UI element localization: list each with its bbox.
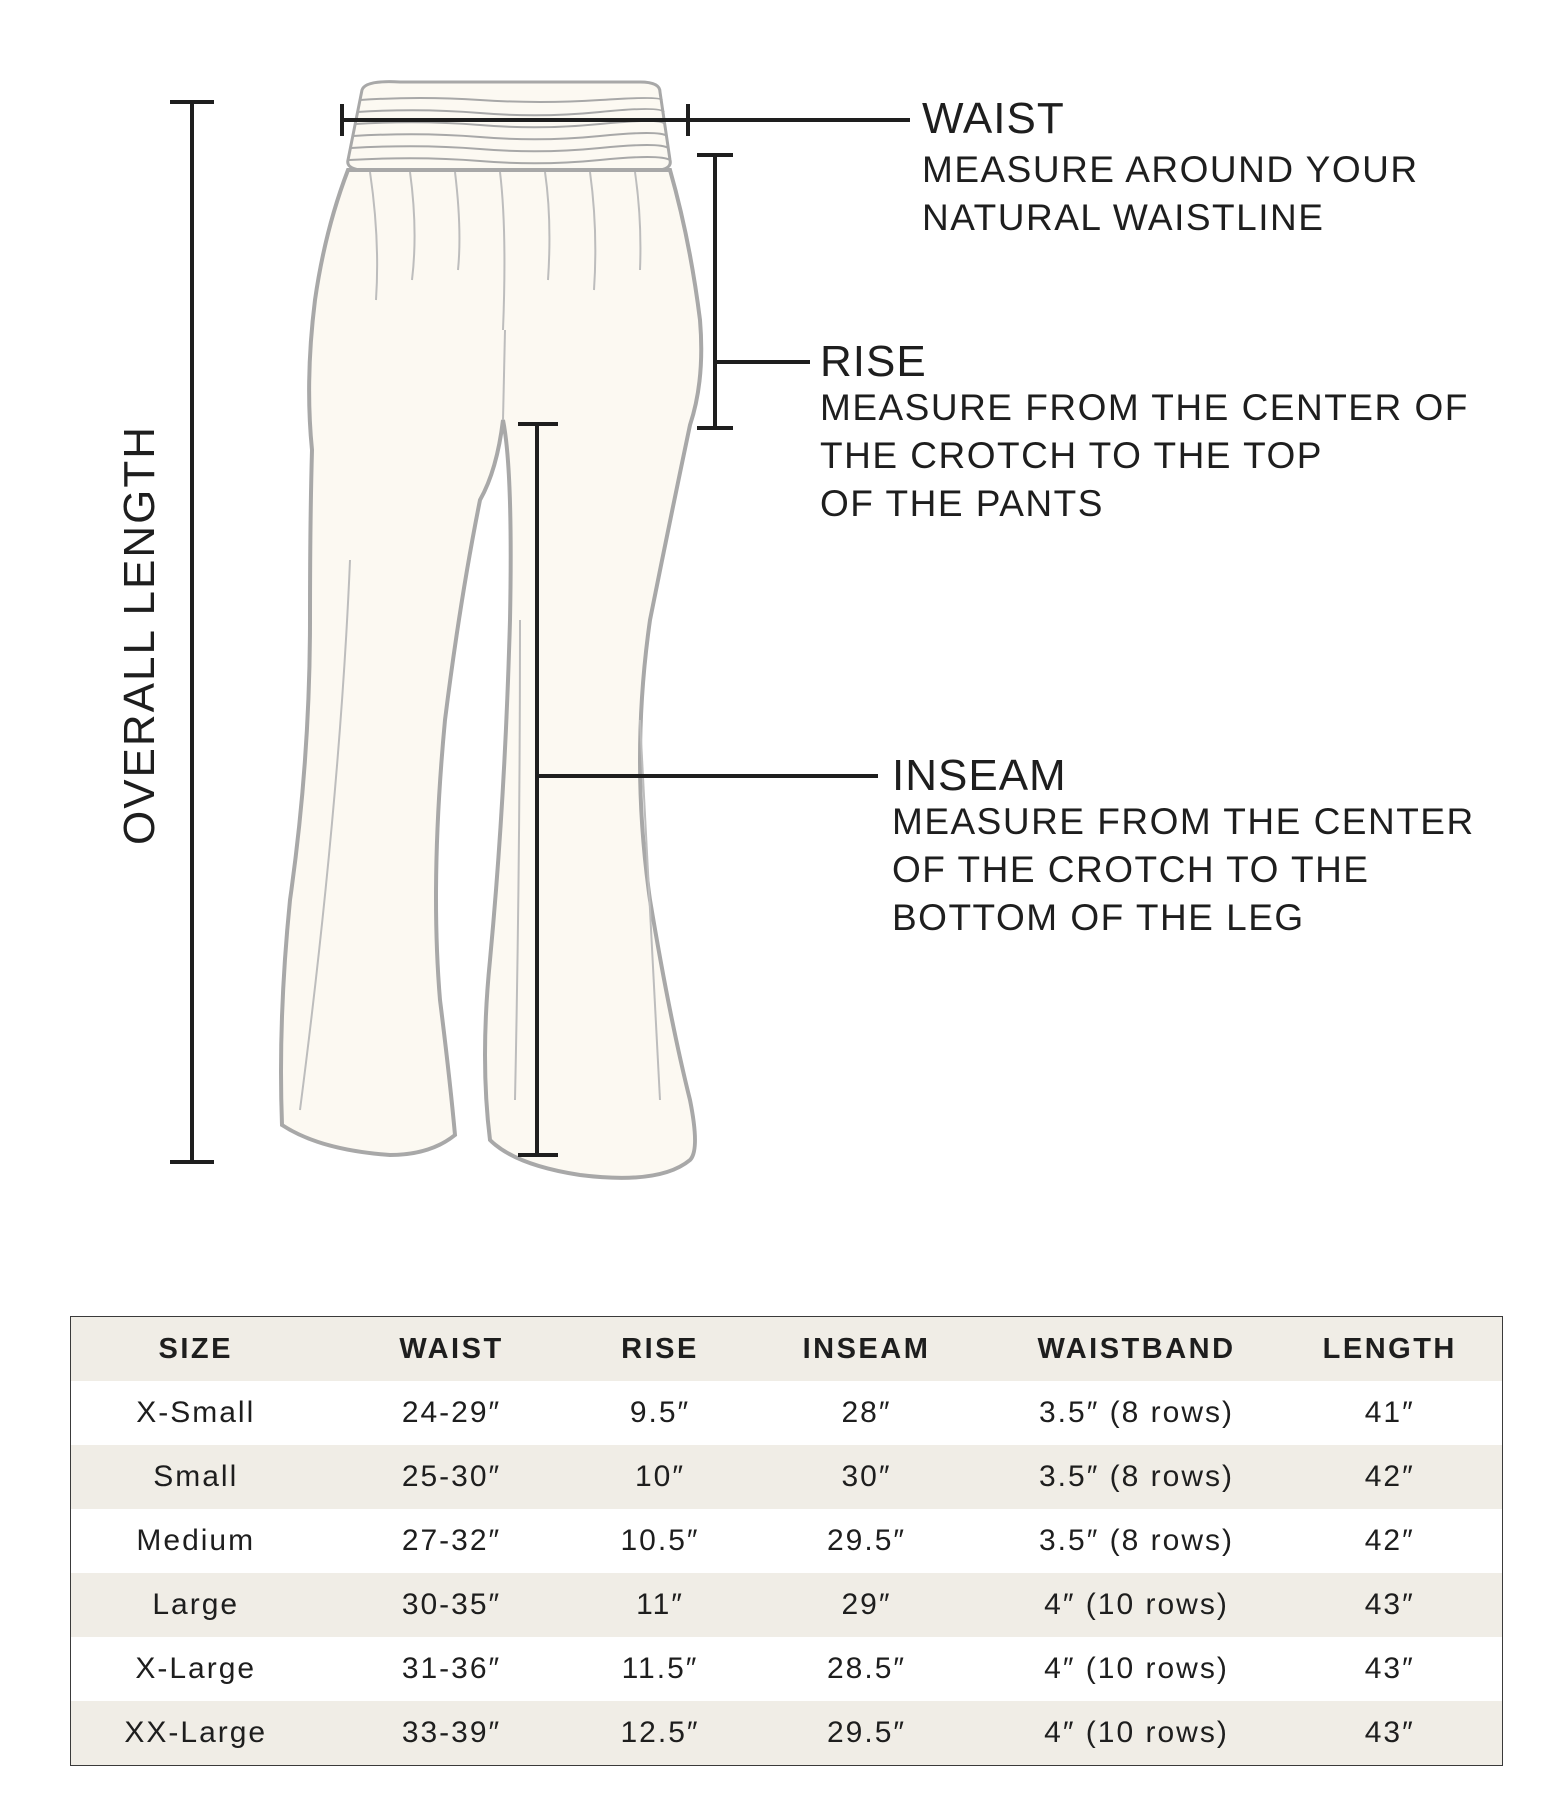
cell-waist: 30-35″ bbox=[321, 1573, 583, 1637]
cell-size: Medium bbox=[71, 1509, 321, 1573]
table-row bbox=[71, 1573, 1503, 1637]
table-row bbox=[71, 1381, 1503, 1445]
cell-inseam: 29.5″ bbox=[738, 1701, 996, 1766]
cell-waist: 27-32″ bbox=[321, 1509, 583, 1573]
cell-rise: 10.5″ bbox=[583, 1509, 738, 1573]
table-row bbox=[71, 1701, 1503, 1766]
header-inseam: INSEAM bbox=[738, 1317, 996, 1382]
cell-rise: 11″ bbox=[583, 1573, 738, 1637]
table-row bbox=[71, 1509, 1503, 1573]
cell-length: 41″ bbox=[1278, 1381, 1503, 1445]
inseam-title: INSEAM bbox=[892, 751, 1067, 800]
size-chart-table bbox=[70, 1316, 1503, 1766]
pants-illustration bbox=[281, 82, 701, 1178]
cell-length: 42″ bbox=[1278, 1445, 1503, 1509]
table-row bbox=[71, 1637, 1503, 1701]
cell-length: 43″ bbox=[1278, 1573, 1503, 1637]
cell-waistband: 4″ (10 rows) bbox=[996, 1573, 1278, 1637]
cell-size: Small bbox=[71, 1445, 321, 1509]
cell-length: 43″ bbox=[1278, 1701, 1503, 1766]
cell-waist: 24-29″ bbox=[321, 1381, 583, 1445]
cell-waistband: 3.5″ (8 rows) bbox=[996, 1445, 1278, 1509]
cell-waistband: 3.5″ (8 rows) bbox=[996, 1509, 1278, 1573]
header-waistband: WAISTBAND bbox=[996, 1317, 1278, 1382]
cell-rise: 9.5″ bbox=[583, 1381, 738, 1445]
table-header-row bbox=[71, 1317, 1503, 1382]
waist-desc-line-1: MEASURE AROUND YOUR bbox=[922, 149, 1419, 190]
cell-rise: 10″ bbox=[583, 1445, 738, 1509]
cell-size: XX-Large bbox=[71, 1701, 321, 1766]
rise-desc-line-1: MEASURE FROM THE CENTER OF bbox=[820, 387, 1469, 428]
rise-title: RISE bbox=[820, 337, 927, 386]
cell-waist: 31-36″ bbox=[321, 1637, 583, 1701]
cell-inseam: 29″ bbox=[738, 1573, 996, 1637]
cell-waistband: 4″ (10 rows) bbox=[996, 1637, 1278, 1701]
overall-length-text: OVERALL LENGTH bbox=[115, 424, 164, 846]
rise-desc-line-2: THE CROTCH TO THE TOP bbox=[820, 435, 1323, 476]
header-rise: RISE bbox=[583, 1317, 738, 1382]
rise-desc-line-3: OF THE PANTS bbox=[820, 483, 1104, 524]
header-length: LENGTH bbox=[1278, 1317, 1503, 1382]
cell-length: 43″ bbox=[1278, 1637, 1503, 1701]
cell-size: X-Large bbox=[71, 1637, 321, 1701]
inseam-desc-line-1: MEASURE FROM THE CENTER bbox=[892, 801, 1475, 842]
cell-waistband: 3.5″ (8 rows) bbox=[996, 1381, 1278, 1445]
waist-desc-line-2: NATURAL WAISTLINE bbox=[922, 197, 1325, 238]
cell-length: 42″ bbox=[1278, 1509, 1503, 1573]
cell-rise: 12.5″ bbox=[583, 1701, 738, 1766]
cell-inseam: 29.5″ bbox=[738, 1509, 996, 1573]
inseam-desc-line-2: OF THE CROTCH TO THE bbox=[892, 849, 1370, 890]
table-row bbox=[71, 1445, 1503, 1509]
header-waist: WAIST bbox=[321, 1317, 583, 1382]
cell-size: X-Small bbox=[71, 1381, 321, 1445]
cell-size: Large bbox=[71, 1573, 321, 1637]
cell-inseam: 30″ bbox=[738, 1445, 996, 1509]
waist-title: WAIST bbox=[922, 94, 1065, 143]
cell-waistband: 4″ (10 rows) bbox=[996, 1701, 1278, 1766]
cell-waist: 25-30″ bbox=[321, 1445, 583, 1509]
cell-waist: 33-39″ bbox=[321, 1701, 583, 1766]
inseam-desc-line-3: BOTTOM OF THE LEG bbox=[892, 897, 1305, 938]
cell-rise: 11.5″ bbox=[583, 1637, 738, 1701]
cell-inseam: 28.5″ bbox=[738, 1637, 996, 1701]
cell-inseam: 28″ bbox=[738, 1381, 996, 1445]
header-size: SIZE bbox=[71, 1317, 321, 1382]
